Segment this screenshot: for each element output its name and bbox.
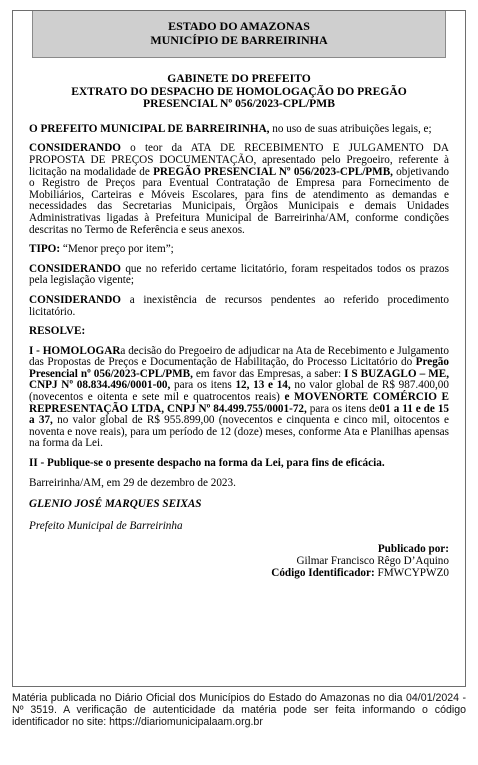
published-by-label: Publicado por: [377, 543, 449, 556]
homologar-text: em favor das Empresas, a saber: [192, 367, 345, 380]
paragraph-intro [29, 124, 449, 136]
tipo-value: “Menor preço por item”; [60, 243, 174, 256]
publisher-name: Gilmar Francisco Rêgo D’Aquino [296, 555, 449, 567]
considerando-text: que no referido certame licitatório, foram respeitados todos os prazos pela legislação vigente; [29, 262, 449, 287]
paragraph-considerando-3 [29, 295, 449, 318]
title-extract: EXTRATO DO DESPACHO DE HOMOLOGAÇÃO DO PREGÃO [71, 84, 407, 98]
resolve-heading: RESOLVE: [29, 325, 86, 338]
document-date: Barreirinha/AM, em 29 de dezembro de 2023. [29, 476, 236, 489]
header-municipality: MUNICÍPIO DE BARREIRINHA [150, 33, 328, 47]
document-body [29, 73, 449, 579]
identifier-line [29, 568, 449, 580]
company-2-value: no valor global de R$ 955.899,00 (novecentos e cinquenta e cinco mil, oitocentos e noventa e nove reais), para um período de 12 (doze) meses, conforme Ata e Planilhas apensas na forma da Lei. [29, 414, 449, 450]
pregao-number: PREGÃO PRESENCIAL Nº 056/2023-CPL/PMB, [153, 165, 393, 178]
considerando-object: objetivando o Registro de Preços para Eventual Contratação de Empresa para Fornecimento de Mobiliários, Carteiras e Móveis Escolares, para fins de atendimento as demandas e necessidades das Secretarias Municipais, Órgãos Municipais e demais Unidades Administrativas ligadas à Prefeitura Municipal de Barreirinha/AM, conforme condições descritas no Termo de Referência e seus anexos. [29, 165, 450, 236]
tipo-label: TIPO: [29, 243, 61, 256]
company-1-value: no valor global de R$ 987.400,00 (novecentos e oitenta e sete mil e quatrocentos reais) [29, 379, 449, 404]
homologar-text: para os itens de [306, 402, 380, 415]
title-office: GABINETE DO PREFEITO [167, 72, 311, 85]
considerando-label: CONSIDERANDO [29, 142, 121, 155]
publique-se: II - Publique-se o presente despacho na forma da Lei, para fins de eficácia. [29, 457, 385, 470]
considerando-text: o teor da ATA DE RECEBIMENTO E JULGAMENTO DA PROPOSTA DE PREÇOS DOCUMENTAÇÃO, apresentado pelo Pregoeiro, referente à licitação na modalidade de [29, 142, 449, 178]
signatory-role: Prefeito Municipal de Barreirinha [29, 519, 183, 532]
company-2-items: 01 a 11 e de 15 a 37, [29, 402, 450, 427]
publication-block [29, 544, 449, 579]
homologar-text: para os itens [170, 379, 236, 392]
company-2: e MOVENORTE COMÉRCIO E REPRESENTAÇÃO LTDA, CNPJ Nº 84.499.755/0001-72, [29, 391, 450, 415]
paragraph-tipo [29, 244, 449, 256]
homologar-label: I - HOMOLOGAR [29, 344, 121, 357]
considerando-label: CONSIDERANDO [29, 293, 121, 306]
paragraph-considerando-1 [29, 143, 449, 236]
document-title [29, 73, 449, 111]
intro-bold: O PREFEITO MUNICIPAL DE BARREIRINHA, [29, 122, 270, 135]
company-1: I S BUZAGLO – ME, CNPJ Nº 08.834.496/0001-00, [29, 367, 450, 392]
homologar-pregao: Pregão Presencial nº 056/2023-CPL/PMB, [29, 356, 449, 380]
intro-text: no uso de suas atribuições legais, e; [269, 122, 432, 135]
identifier-label: Código Identificador: [271, 566, 375, 579]
homologar-text: a decisão do Pregoeiro de adjudicar na Ata de Recebimento e Julgamento das Propostas de Preços e Documentação de Habilitação, do Processo Licitatório do [29, 344, 449, 369]
signatory-name: GLENIO JOSÉ MARQUES SEIXAS [29, 498, 202, 511]
publication-footer: Matéria publicada no Diário Oficial dos Municípios do Estado do Amazonas no dia 04/01/2024 - Nº 3519. A verificação de autenticidade da matéria pode ser feita informando o código identificador no site: https://diariomunicipalaam.org.br [12, 692, 466, 729]
considerando-text: a inexistência de recursos pendentes ao referido procedimento licitatório. [29, 293, 449, 318]
header-state: ESTADO DO AMAZONAS [168, 19, 310, 33]
paragraph-considerando-2 [29, 264, 449, 287]
considerando-label: CONSIDERANDO [29, 262, 121, 275]
identifier-code: FMWCYPWZ0 [377, 566, 449, 579]
header-banner [32, 11, 446, 58]
company-1-items: 12, 13 e 14, [235, 379, 291, 392]
document-frame [12, 10, 466, 687]
title-process: PRESENCIAL Nº 056/2023-CPL/PMB [143, 97, 335, 111]
paragraph-homologar [29, 346, 449, 450]
